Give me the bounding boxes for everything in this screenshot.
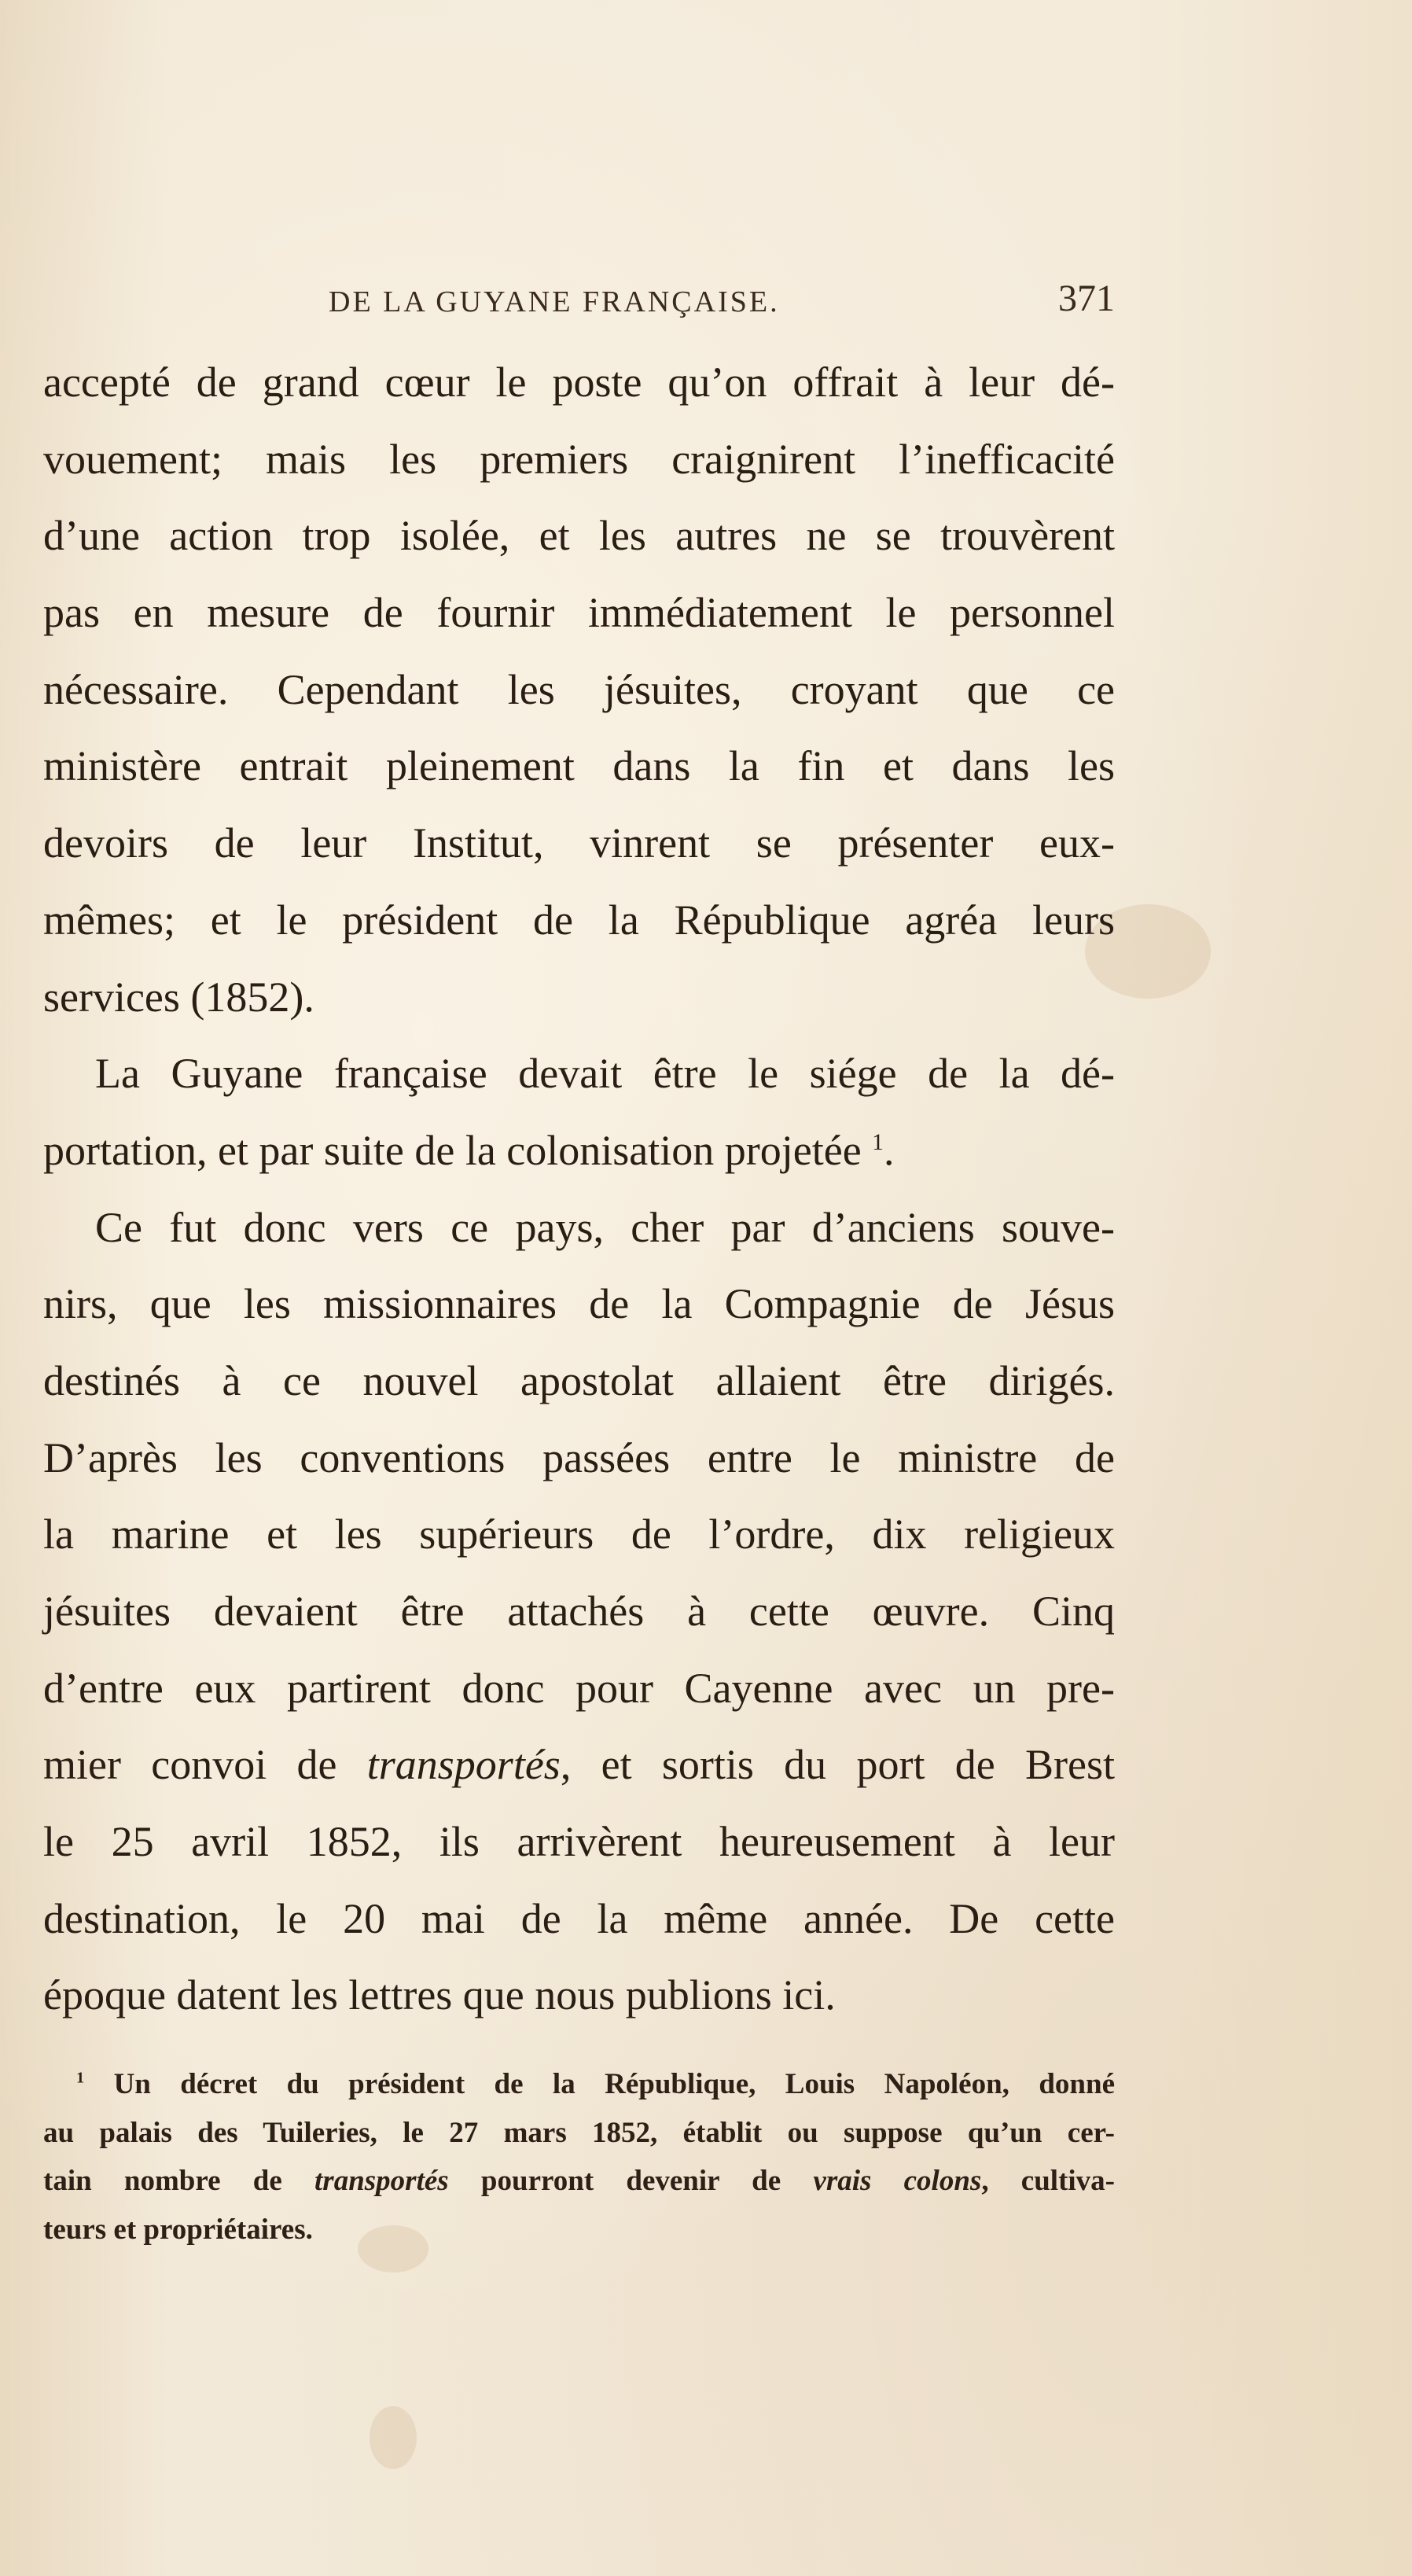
- running-head: DE LA GUYANE FRANÇAISE.: [329, 285, 780, 318]
- text-line: Ce fut donc vers ce pays, cher par d’anciens souve-: [95, 1203, 1115, 1251]
- text-line: jésuites devaient être attachés à cette œuvre. Cinq: [43, 1588, 1115, 1635]
- page-number: 371: [1058, 278, 1115, 319]
- text-line: le 25 avril 1852, ils arrivèrent heureusement à leur: [43, 1818, 1115, 1866]
- text-line: pas en mesure de fournir immédiatement le personnel: [43, 589, 1115, 637]
- text-line: la marine et les supérieurs de l’ordre, dix religieux: [43, 1511, 1115, 1558]
- text-line: d’une action trop isolée, et les autres ne se trouvèrent: [43, 512, 1115, 560]
- text-line: devoirs de leur Institut, vinrent se présenter eux-: [43, 819, 1115, 867]
- text-line: d’entre eux partirent donc pour Cayenne avec un pre-: [43, 1664, 1115, 1712]
- footnote-line: teurs et propriétaires.: [43, 2213, 313, 2246]
- text-line: époque datent les lettres que nous publions ici.: [43, 1971, 836, 2019]
- paper-stain: [370, 2406, 417, 2469]
- text-line: accepté de grand cœur le poste qu’on offrait à leur dé-: [43, 359, 1115, 406]
- text-line: mier convoi de transportés, et sortis du port de Brest: [43, 1741, 1115, 1789]
- text-line: nécessaire. Cependant les jésuites, croyant que ce: [43, 665, 1115, 713]
- text-line: La Guyane française devait être le siége de la dé-: [95, 1050, 1115, 1098]
- footnote-line: $^1$ Un décret du président de la République, Louis Napoléon, donné: [76, 2068, 1115, 2100]
- text-line: nirs, que les missionnaires de la Compagnie de Jésus: [43, 1280, 1115, 1328]
- text-line: destinés à ce nouvel apostolat allaient être dirigés.: [43, 1356, 1115, 1404]
- text-line: vouement; mais les premiers craignirent l’inefficacité: [43, 435, 1115, 483]
- footnote-line: tain nombre de transportés pourront devenir de vrais colons, cultiva-: [43, 2165, 1115, 2197]
- footnote-line: au palais des Tuileries, le 27 mars 1852, établit ou suppose qu’un cer-: [43, 2116, 1115, 2149]
- footnote: [43, 2060, 1115, 2254]
- text-line: ministère entrait pleinement dans la fin et dans les: [43, 742, 1115, 790]
- text-line: destination, le 20 mai de la même année. De cette: [43, 1894, 1115, 1942]
- text-line: D’après les conventions passées entre le ministre de: [43, 1433, 1115, 1481]
- text-line: mêmes; et le président de la République agréa leurs: [43, 896, 1115, 944]
- text-line: portation, et par suite de la colonisation projetée $^1$.: [43, 1126, 895, 1174]
- body-text: [43, 344, 1115, 2034]
- text-line: services (1852).: [43, 973, 314, 1021]
